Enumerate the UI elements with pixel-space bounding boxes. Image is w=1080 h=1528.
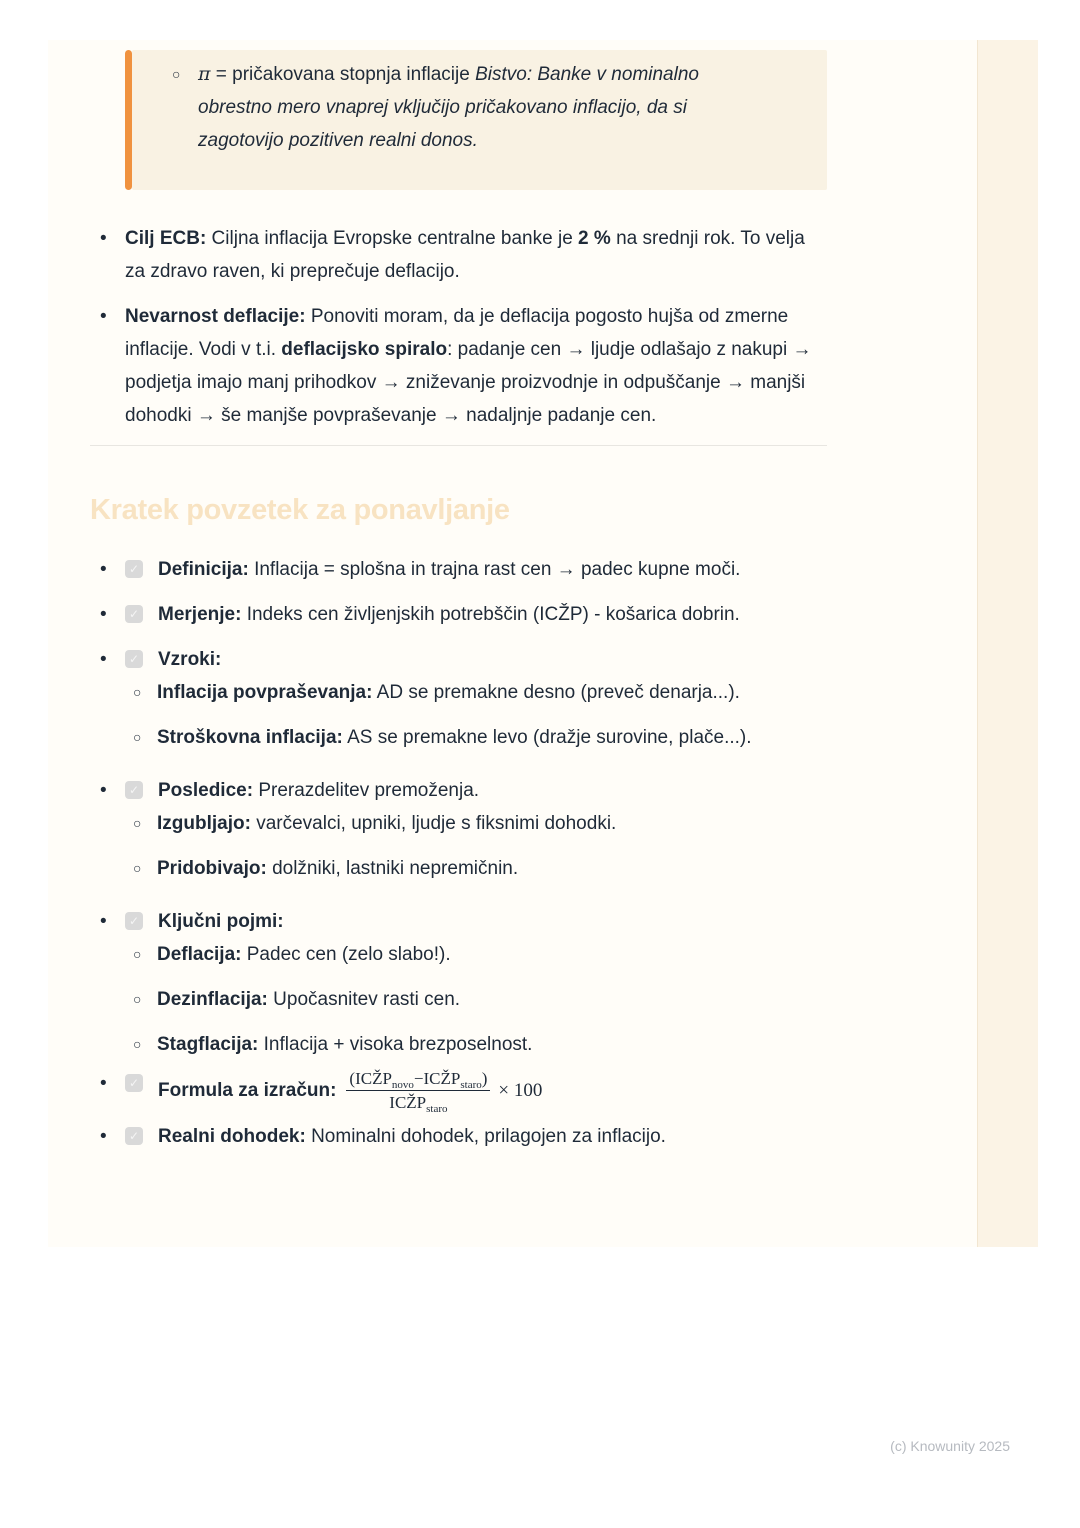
item-body: AD se premakne desno (preveč denarja...). — [372, 682, 740, 703]
item-text — [157, 939, 827, 970]
section-divider — [90, 445, 827, 446]
item-text — [157, 984, 827, 1015]
item-label: Vzroki: — [158, 649, 222, 670]
formula-text: ICŽP — [389, 1093, 427, 1112]
footer-credit: (c) Knowunity 2025 — [890, 1438, 1010, 1454]
item-label: Definicija: — [158, 559, 249, 580]
item-body: AS se premakne levo (dražje surovine, plače...). — [342, 727, 752, 748]
checklist-item — [90, 644, 827, 675]
checkbox-checked[interactable] — [125, 650, 143, 668]
circle-bullet-icon: ○ — [133, 1036, 142, 1052]
checklist-item — [90, 554, 827, 585]
subscript: staro — [426, 1103, 448, 1115]
checkmark-icon: ✓ — [128, 562, 140, 576]
circle-bullet-icon: ○ — [133, 860, 142, 876]
checklist-item — [90, 599, 827, 630]
checklist-subitem — [90, 677, 827, 708]
item-body: Inflacija = splošna in trajna rast cen → padec kupne moči. — [248, 559, 741, 580]
item-text — [158, 554, 827, 585]
checklist-subitem — [90, 722, 827, 753]
item-text — [158, 599, 827, 630]
callout-text — [198, 58, 773, 157]
callout-regular-text: = pričakovana stopnja inflacije — [210, 64, 476, 85]
bullet-dot-icon: • — [100, 604, 107, 625]
item-label: Merjenje: — [158, 604, 242, 625]
item-label: Inflacija povpraševanja: — [157, 682, 373, 703]
bullet-dot-icon: • — [100, 228, 107, 249]
item-body: Prerazdelitev premoženja. — [253, 780, 480, 801]
checkbox-checked[interactable] — [125, 781, 143, 799]
item-label: Stagflacija: — [157, 1034, 259, 1055]
item-body: Indeks cen življenjskih potrebščin (ICŽP) - košarica dobrin. — [241, 604, 740, 625]
circle-bullet-icon: ○ — [133, 684, 142, 700]
list-item — [90, 222, 827, 288]
item-text — [158, 1121, 827, 1152]
bullet-dot-icon: • — [100, 1073, 107, 1094]
circle-bullet-icon: ○ — [133, 946, 142, 962]
item-label: Cilj ECB: — [125, 228, 207, 249]
document-page — [48, 40, 1038, 1247]
item-label: Ključni pojmi: — [158, 911, 284, 932]
checkmark-icon: ✓ — [128, 1076, 140, 1090]
circle-bullet-icon: ○ — [133, 991, 142, 1007]
fraction-numerator — [346, 1068, 490, 1091]
checkmark-icon: ✓ — [128, 652, 140, 666]
item-text — [157, 1029, 827, 1060]
page-right-edge-strip — [977, 40, 1038, 1247]
checklist-item — [90, 906, 827, 937]
item-text — [157, 853, 827, 884]
item-text — [125, 300, 827, 432]
item-body: Padec cen (zelo slabo!). — [241, 944, 451, 965]
item-label: Posledice: — [158, 780, 254, 801]
item-text — [158, 644, 827, 675]
callout-italic-text: Bistvo: Banke v nominalno obrestno mero vnaprej vključijo pričakovano inflacijo, da si zagotovijo pozitiven realni donos. — [198, 64, 699, 151]
checkbox-checked[interactable] — [125, 1127, 143, 1145]
checkmark-icon: ✓ — [128, 783, 140, 797]
bullet-dot-icon: • — [100, 306, 107, 327]
callout-accent-bar — [125, 50, 132, 190]
item-label: Izgubljajo: — [157, 813, 251, 834]
checkmark-icon: ✓ — [128, 914, 140, 928]
bullet-dot-icon: • — [100, 911, 107, 932]
item-body: Upočasnitev rasti cen. — [267, 989, 461, 1010]
fraction — [346, 1068, 490, 1113]
checklist-subitem — [90, 984, 827, 1015]
checkbox-checked[interactable] — [125, 560, 143, 578]
item-bold: 2 % — [578, 228, 611, 249]
item-body: Inflacija + visoka brezposelnost. — [258, 1034, 533, 1055]
fraction-denominator — [389, 1091, 447, 1113]
checklist-subitem — [90, 1029, 827, 1060]
circle-bullet-icon: ○ — [172, 66, 181, 82]
item-text — [157, 677, 827, 708]
item-text — [158, 906, 827, 937]
bullet-dot-icon: • — [100, 1126, 107, 1147]
item-label: Dezinflacija: — [157, 989, 268, 1010]
checklist-subitem — [90, 939, 827, 970]
checklist-item — [90, 1121, 827, 1152]
item-text — [158, 775, 827, 806]
checklist-item-formula — [90, 1068, 827, 1113]
checklist-subitem — [90, 808, 827, 839]
item-text — [125, 222, 827, 288]
checklist-subitem — [90, 853, 827, 884]
item-label: Formula za izračun: — [158, 1080, 337, 1101]
item-body: : padanje cen → ljudje odlašajo z nakupi → podjetja imajo manj prihodkov → zniževanje proizvodnje in odpuščanje → manjši dohodki → še manjše povpraševanje → nadaljnje padanje cen. — [125, 339, 812, 426]
circle-bullet-icon: ○ — [133, 815, 142, 831]
page-content — [90, 40, 827, 1152]
item-body: Nominalni dohodek, prilagojen za inflacijo. — [305, 1126, 666, 1147]
formula — [346, 1068, 542, 1113]
item-label: Nevarnost deflacije: — [125, 306, 306, 327]
item-label: Deflacija: — [157, 944, 242, 965]
item-text — [158, 1068, 827, 1113]
item-text — [157, 722, 827, 753]
checkbox-checked[interactable] — [125, 1074, 143, 1092]
circle-bullet-icon: ○ — [133, 729, 142, 745]
pi-symbol: π — [198, 63, 211, 85]
item-body: varčevalci, upniki, ljudje s fiksnimi dohodki. — [250, 813, 617, 834]
section-heading: Kratek povzetek za ponavljanje — [90, 494, 510, 526]
checkbox-checked[interactable] — [125, 605, 143, 623]
item-label: Stroškovna inflacija: — [157, 727, 343, 748]
formula-text: −ICŽP — [413, 1069, 461, 1088]
subscript: staro — [460, 1079, 482, 1091]
item-body: dolžniki, lastniki nepremičnin. — [266, 858, 519, 879]
checkmark-icon: ✓ — [128, 1129, 140, 1143]
intro-list — [90, 222, 827, 432]
callout — [125, 50, 827, 190]
checklist — [90, 554, 827, 1152]
bullet-dot-icon: • — [100, 559, 107, 580]
item-text — [157, 808, 827, 839]
bullet-dot-icon: • — [100, 649, 107, 670]
item-body: Ponoviti moram, da je deflacija pogosto hujša od zmerne inflacije. Vodi v t.i. — [125, 306, 789, 360]
checkmark-icon: ✓ — [128, 607, 140, 621]
callout-body — [132, 50, 827, 190]
item-bold: deflacijsko spiralo — [281, 339, 448, 360]
item-label: Realni dohodek: — [158, 1126, 306, 1147]
checkbox-checked[interactable] — [125, 912, 143, 930]
formula-multiplier: × 100 — [498, 1080, 543, 1101]
item-label: Pridobivajo: — [157, 858, 267, 879]
list-item — [90, 300, 827, 432]
subscript: novo — [391, 1079, 414, 1091]
checklist-item — [90, 775, 827, 806]
item-body: Ciljna inflacija Evropske centralne banke je — [206, 228, 579, 249]
bullet-dot-icon: • — [100, 780, 107, 801]
formula-text: (ICŽP — [349, 1069, 392, 1088]
item-body: na srednji rok. To velja za zdravo raven, ki preprečuje deflacijo. — [125, 228, 805, 282]
formula-text: ) — [481, 1069, 488, 1088]
